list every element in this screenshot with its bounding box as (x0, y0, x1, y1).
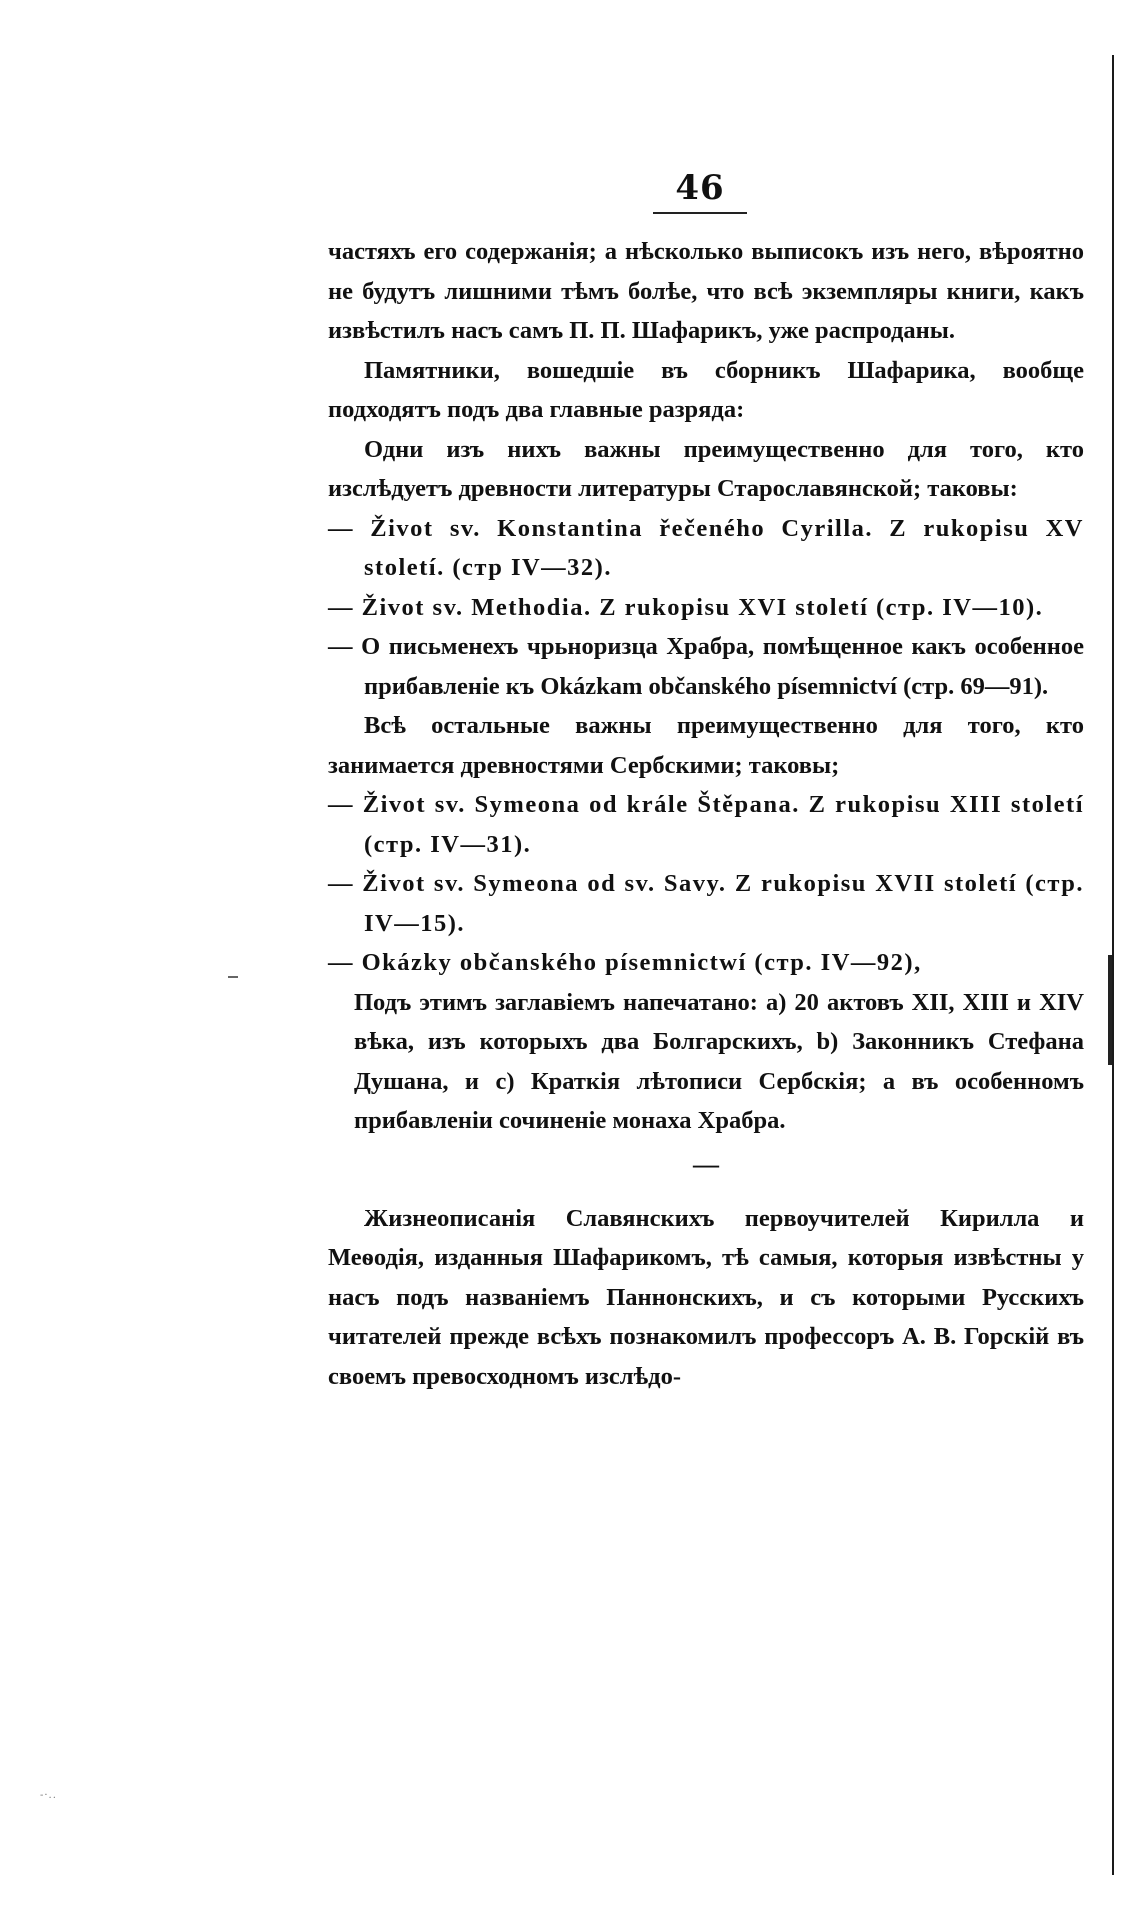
list-item-3: — О письменехъ чрьноризца Храбра, помѣщенное какъ особенное прибавленіе къ Okázkam občanského písemnictví (стр. 69—91). (328, 633, 1084, 700)
stray-mark (228, 976, 238, 978)
list-item-4: — Život sv. Symeona od krále Štěpana. Z rukopisu XIII století (стр. IV—31). (328, 791, 1084, 858)
body-text (328, 232, 1084, 1396)
page-number: 46 (675, 168, 725, 208)
section-divider: — (693, 1149, 719, 1179)
paragraph-2: Памятники, вошедшіе въ сборникъ Шафарика, вообще подходятъ подъ два главные разряда: (328, 356, 1084, 423)
list-item-6: — Okázky občanského písemnictwí (стр. IV—92), (328, 949, 922, 976)
list-item-1: — Život sv. Konstantina řečeného Cyrilla. Z rukopisu XV století. (стр IV—32). (328, 514, 1084, 581)
list-item-5: — Život sv. Symeona od sv. Savy. Z rukopisu XVII století (стр. IV—15). (328, 870, 1084, 937)
list-item-6-description: Подъ этимъ заглавіемъ напечатано: a) 20 актовъ XII, XIII и XIV вѣка, изъ которыхъ два Болгарскихъ, b) Законникъ Стефана Душана, и c) Краткія лѣтописи Сербскія; а въ особенномъ прибавленіи сочиненіе монаха Храбра. (354, 988, 1084, 1134)
page-edge-line (1112, 55, 1114, 1875)
stray-mark-lower: -·.. (40, 1790, 57, 1801)
paragraph-5: Жизнеописанія Славянскихъ первоучителей Кирилла и Меѳодія, изданныя Шафарикомъ, тѣ самыя, которыя извѣстны у насъ подъ названіемъ Паннонскихъ, и съ которыми Русскихъ читателей прежде всѣхъ познакомилъ профессоръ А. В. Горскій въ своемъ превосходномъ изслѣдо- (328, 1204, 1084, 1390)
list-item-2: — Život sv. Methodia. Z rukopisu XVI století (стр. IV—10). (328, 593, 1044, 621)
paragraph-3: Одни изъ нихъ важны преимущественно для того, кто изслѣдуетъ древности литературы Старославянской; таковы: (328, 435, 1084, 502)
paragraph-1: частяхъ его содержанія; а нѣсколько выписокъ изъ него, вѣроятно не будутъ лишними тѣмъ болѣе, что всѣ экземпляры книги, какъ извѣстилъ насъ самъ П. П. Шафарикъ, уже распроданы. (328, 238, 1084, 344)
page-number-underline (653, 212, 747, 214)
paragraph-4: Всѣ остальные важны преимущественно для того, кто занимается древностями Сербскими; таковы; (328, 712, 1084, 779)
page-edge-mark (1108, 955, 1112, 1065)
